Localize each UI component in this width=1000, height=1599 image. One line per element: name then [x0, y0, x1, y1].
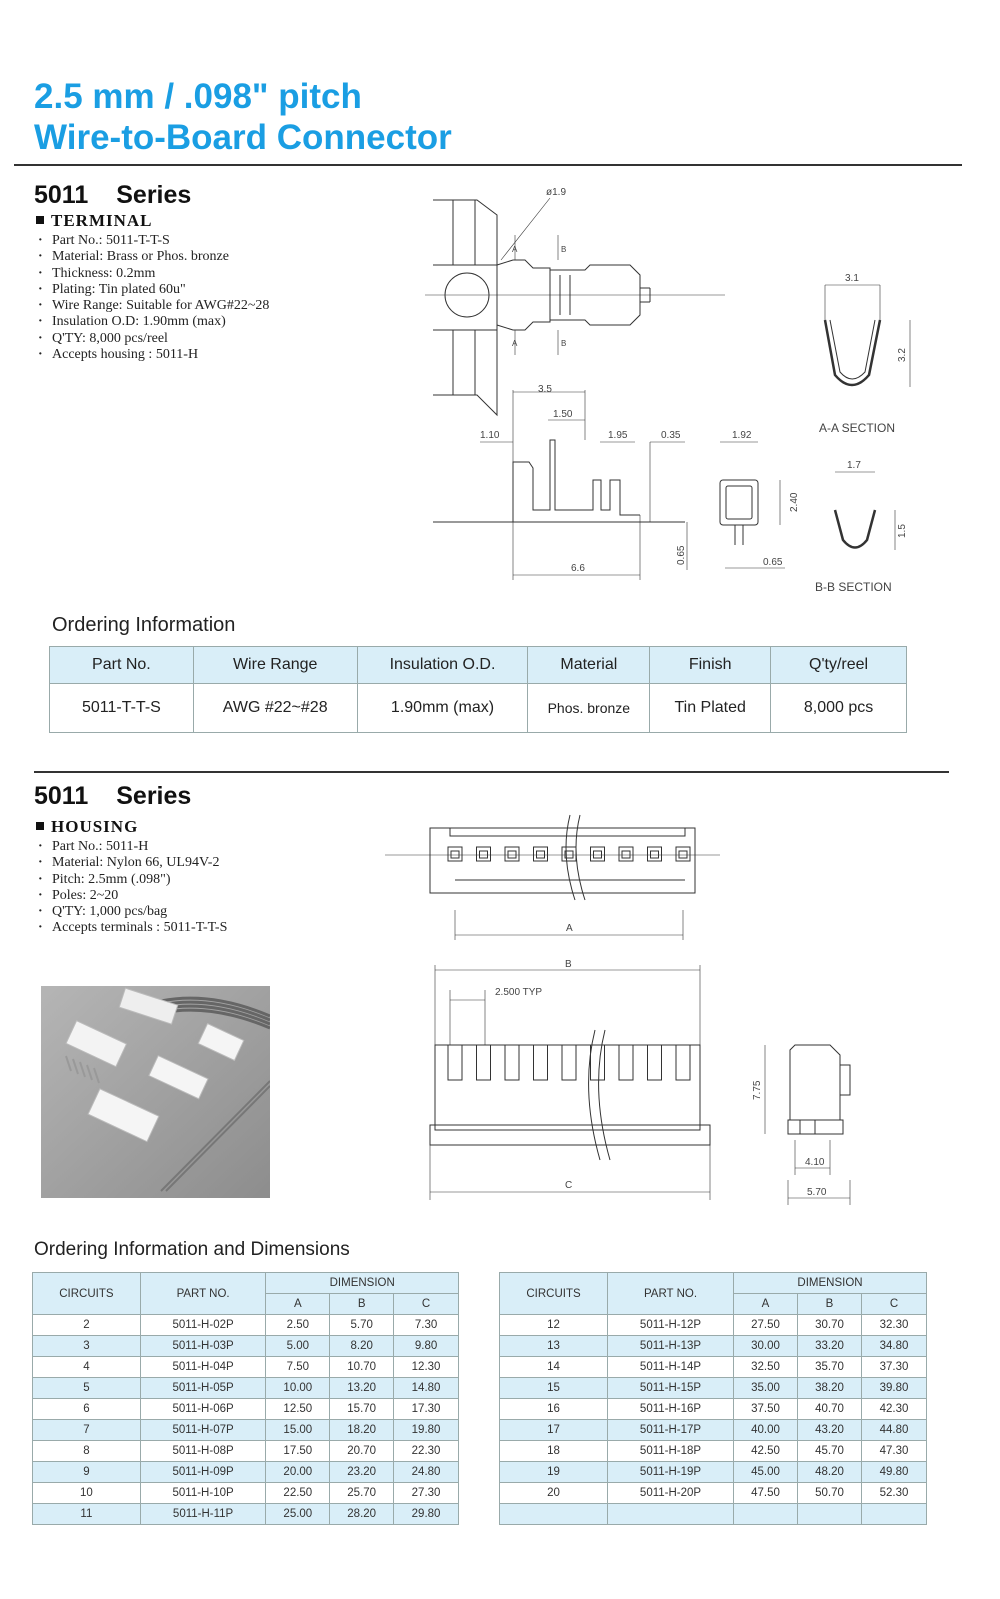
ordering-header-cell: Part No.: [50, 647, 194, 684]
ordering-header-cell: Q'ty/reel: [771, 647, 907, 684]
section-label-text: HOUSING: [51, 817, 139, 836]
dims-cell: 22.50: [266, 1483, 330, 1504]
dims-header-row: [33, 1273, 459, 1294]
dims-cell: 5011-H-11P: [140, 1504, 266, 1525]
dims-cell: 15.00: [266, 1420, 330, 1441]
dims-cell: 17.50: [266, 1441, 330, 1462]
dims-row: [33, 1462, 459, 1483]
dims-row: [500, 1483, 927, 1504]
bullet-square-icon: [36, 216, 44, 224]
dims-row: [500, 1462, 927, 1483]
dims-cell: 10.00: [266, 1378, 330, 1399]
dim-4-10: 4.10: [805, 1157, 825, 1168]
dims-cell: 10: [33, 1483, 141, 1504]
dims-cell: 5011-H-05P: [140, 1378, 266, 1399]
dims-cell: 7: [33, 1420, 141, 1441]
dims-row: [33, 1357, 459, 1378]
ordering-header-cell: Wire Range: [193, 647, 357, 684]
housing-cavity: [676, 847, 690, 861]
dims-cell: 47.30: [862, 1441, 927, 1462]
dim-6-6: 6.6: [571, 563, 585, 574]
dims-cell: 5011-H-02P: [140, 1315, 266, 1336]
dims-cell: 8: [33, 1441, 141, 1462]
dims-cell: 43.20: [798, 1420, 862, 1441]
housing-cavity: [591, 847, 605, 861]
housing-pin-slot: [562, 1045, 576, 1080]
dim-5-70: 5.70: [807, 1187, 827, 1198]
housing-cavity: [505, 847, 519, 861]
dims-header-row: [500, 1273, 927, 1294]
dim-label-c: C: [565, 1180, 573, 1191]
dims-cell: 25.00: [266, 1504, 330, 1525]
part-no-header: PART NO.: [608, 1273, 734, 1315]
dim-col-header: C: [394, 1294, 459, 1315]
dims-cell: 28.20: [330, 1504, 394, 1525]
housing-pin-slot: [505, 1045, 519, 1080]
dims-cell: 34.80: [862, 1336, 927, 1357]
dims-cell: 25.70: [330, 1483, 394, 1504]
housing-cavity: [534, 847, 548, 861]
ordering-cell: AWG #22~#28: [193, 684, 357, 733]
dims-cell: 23.20: [330, 1462, 394, 1483]
section-mark-b-bottom: B: [561, 339, 567, 348]
dims-cell: 20.00: [266, 1462, 330, 1483]
housing-cavity: [562, 847, 576, 861]
section-mark-a-bottom: A: [512, 339, 518, 348]
dims-title: Ordering Information and Dimensions: [34, 1239, 350, 1260]
circuits-header: CIRCUITS: [500, 1273, 608, 1315]
dims-cell: [608, 1504, 734, 1525]
dims-cell: 20: [500, 1483, 608, 1504]
dim-0-65-front: 0.65: [763, 557, 783, 568]
dim-hole-diameter: ø1.9: [546, 187, 567, 198]
housing-front-view: [435, 1045, 700, 1130]
spec-item: · Q'TY: 1,000 pcs/bag: [38, 904, 227, 920]
spec-item: · Q'TY: 8,000 pcs/reel: [38, 331, 269, 347]
dims-cell: 44.80: [862, 1420, 927, 1441]
dims-row: [33, 1504, 459, 1525]
bb-section-shape: [835, 510, 875, 548]
dim-1-95: 1.95: [608, 430, 628, 441]
bullet-square-icon: [36, 822, 44, 830]
dims-cell: 35.70: [798, 1357, 862, 1378]
series-number: 5011: [34, 181, 89, 209]
dims-row: [33, 1483, 459, 1504]
section-mark-a-top: A: [512, 245, 518, 254]
housing-pin-slot: [619, 1045, 633, 1080]
housing-pin-slot: [648, 1045, 662, 1080]
aa-section-label: A-A SECTION: [819, 421, 896, 435]
dim-7-75: 7.75: [752, 1080, 763, 1100]
dimension-header: DIMENSION: [266, 1273, 459, 1294]
dims-row: [500, 1336, 927, 1357]
dims-cell: 5.00: [266, 1336, 330, 1357]
spec-item: · Material: Nylon 66, UL94V-2: [38, 855, 227, 871]
dims-cell: [798, 1504, 862, 1525]
dims-cell: 24.80: [394, 1462, 459, 1483]
dims-cell: [500, 1504, 608, 1525]
dim-col-header: B: [798, 1294, 862, 1315]
dims-cell: [734, 1504, 798, 1525]
aa-section-shape: [825, 320, 880, 385]
dims-row: [33, 1378, 459, 1399]
dims-cell: 38.20: [798, 1378, 862, 1399]
dims-cell: 49.80: [862, 1462, 927, 1483]
spec-item: · Thickness: 0.2mm: [38, 266, 269, 282]
dim-col-header: B: [330, 1294, 394, 1315]
page-title-line2: Wire-to-Board Connector: [34, 118, 452, 157]
housing-cavity: [477, 847, 491, 861]
dim-label-b: B: [565, 959, 572, 970]
housing-section-label: [36, 817, 138, 837]
dims-cell: 5011-H-15P: [608, 1378, 734, 1399]
dims-cell: 5: [33, 1378, 141, 1399]
dim-0-35: 0.35: [661, 430, 681, 441]
terminal-side-profile: [513, 440, 640, 522]
dim-1-7: 1.7: [847, 460, 861, 471]
dims-cell: 5.70: [330, 1315, 394, 1336]
dims-cell: 7.50: [266, 1357, 330, 1378]
dim-0-65-side: 0.65: [676, 545, 687, 565]
section-mark-b-top: B: [561, 245, 567, 254]
dims-cell: 12.30: [394, 1357, 459, 1378]
dims-cell: 14.80: [394, 1378, 459, 1399]
dims-cell: 10.70: [330, 1357, 394, 1378]
dim-col-header: C: [862, 1294, 927, 1315]
dims-cell: 5011-H-18P: [608, 1441, 734, 1462]
spec-item: · Material: Brass or Phos. bronze: [38, 249, 269, 265]
dims-cell: 5011-H-07P: [140, 1420, 266, 1441]
dims-cell: 45.70: [798, 1441, 862, 1462]
bb-section-label: B-B SECTION: [815, 580, 892, 594]
dims-row: [33, 1336, 459, 1357]
terminal-reel-slots: [453, 200, 475, 395]
ordering-data-row: [50, 684, 907, 733]
series-number: 5011: [34, 782, 89, 810]
dim-2-40: 2.40: [789, 492, 800, 512]
ordering-header-cell: Material: [528, 647, 650, 684]
dim-3-5: 3.5: [538, 384, 552, 395]
dims-cell: 5011-H-06P: [140, 1399, 266, 1420]
dims-row: [500, 1378, 927, 1399]
part-no-header: PART NO.: [140, 1273, 266, 1315]
dims-cell: 18: [500, 1441, 608, 1462]
dim-label-a: A: [566, 923, 573, 934]
dims-cell: 14: [500, 1357, 608, 1378]
dims-cell: 39.80: [862, 1378, 927, 1399]
dims-cell: 22.30: [394, 1441, 459, 1462]
section-label-text: TERMINAL: [51, 211, 153, 230]
dims-cell: 32.50: [734, 1357, 798, 1378]
dims-cell: 40.00: [734, 1420, 798, 1441]
housing-pin-slot: [477, 1045, 491, 1080]
dims-cell: 4: [33, 1357, 141, 1378]
spec-item: · Accepts housing : 5011-H: [38, 347, 269, 363]
spec-item: · Plating: Tin plated 60u": [38, 282, 269, 298]
dims-cell: 29.80: [394, 1504, 459, 1525]
dims-cell: 11: [33, 1504, 141, 1525]
dims-cell: 50.70: [798, 1483, 862, 1504]
ordering-info-table: [49, 646, 907, 733]
housing-pin-slot: [676, 1045, 690, 1080]
dims-cell: 9: [33, 1462, 141, 1483]
dims-cell: 27.30: [394, 1483, 459, 1504]
ordering-cell: 5011-T-T-S: [50, 684, 194, 733]
dims-cell: 13: [500, 1336, 608, 1357]
terminal-spec-list: [38, 233, 269, 363]
dims-table-left: [32, 1272, 459, 1525]
housing-series-heading: [34, 782, 191, 811]
dims-cell: 37.50: [734, 1399, 798, 1420]
dims-row: [500, 1315, 927, 1336]
dims-cell: 12.50: [266, 1399, 330, 1420]
housing-cavity: [448, 847, 462, 861]
spec-item: · Pitch: 2.5mm (.098"): [38, 872, 227, 888]
spec-item: · Part No.: 5011-T-T-S: [38, 233, 269, 249]
dims-cell: 5011-H-14P: [608, 1357, 734, 1378]
dims-cell: 5011-H-16P: [608, 1399, 734, 1420]
housing-pin-slot: [591, 1045, 605, 1080]
dims-row: [500, 1504, 927, 1525]
dims-cell: 5011-H-12P: [608, 1315, 734, 1336]
dims-cell: 15: [500, 1378, 608, 1399]
dim-1-10: 1.10: [480, 430, 500, 441]
dims-cell: 2: [33, 1315, 141, 1336]
dims-cell: 47.50: [734, 1483, 798, 1504]
dims-cell: 12: [500, 1315, 608, 1336]
ordering-header-cell: Insulation O.D.: [357, 647, 528, 684]
dims-cell: 15.70: [330, 1399, 394, 1420]
spec-item: · Insulation O.D: 1.90mm (max): [38, 314, 269, 330]
dim-pitch-typ: 2.500 TYP: [495, 987, 543, 998]
housing-technical-drawing: [385, 800, 865, 1210]
dims-row: [500, 1420, 927, 1441]
dims-cell: 17.30: [394, 1399, 459, 1420]
terminal-section-label: [36, 211, 153, 231]
dims-cell: 42.50: [734, 1441, 798, 1462]
dims-cell: 27.50: [734, 1315, 798, 1336]
dims-row: [33, 1420, 459, 1441]
section-divider: [34, 771, 949, 773]
dim-col-header: A: [266, 1294, 330, 1315]
dims-cell: 5011-H-08P: [140, 1441, 266, 1462]
dims-cell: 5011-H-17P: [608, 1420, 734, 1441]
dims-cell: 18.20: [330, 1420, 394, 1441]
ordering-cell: Phos. bronze: [528, 684, 650, 733]
dims-cell: [862, 1504, 927, 1525]
series-word: Series: [116, 181, 192, 209]
housing-spec-list: [38, 839, 227, 937]
dims-cell: 35.00: [734, 1378, 798, 1399]
dims-row: [33, 1315, 459, 1336]
terminal-reel-outline: [433, 200, 497, 415]
ordering-cell: Tin Plated: [650, 684, 771, 733]
dims-cell: 20.70: [330, 1441, 394, 1462]
dims-cell: 5011-H-03P: [140, 1336, 266, 1357]
housing-cavity: [619, 847, 633, 861]
dims-cell: 37.30: [862, 1357, 927, 1378]
spec-item: · Poles: 2~20: [38, 888, 227, 904]
dims-cell: 19.80: [394, 1420, 459, 1441]
dims-cell: 7.30: [394, 1315, 459, 1336]
dims-row: [500, 1357, 927, 1378]
dims-cell: 3: [33, 1336, 141, 1357]
dims-cell: 40.70: [798, 1399, 862, 1420]
dims-cell: 8.20: [330, 1336, 394, 1357]
dim-1-92: 1.92: [732, 430, 752, 441]
ordering-header-row: [50, 647, 907, 684]
dim-col-header: A: [734, 1294, 798, 1315]
ordering-header-cell: Finish: [650, 647, 771, 684]
page-title-line1: 2.5 mm / .098" pitch: [34, 77, 362, 116]
title-divider: [14, 164, 962, 166]
dims-row: [500, 1399, 927, 1420]
dims-cell: 9.80: [394, 1336, 459, 1357]
spec-item: · Part No.: 5011-H: [38, 839, 227, 855]
dim-3-2: 3.2: [897, 348, 908, 362]
series-word: Series: [116, 782, 192, 810]
terminal-technical-drawing: [425, 180, 925, 605]
dims-cell: 32.30: [862, 1315, 927, 1336]
dims-cell: 42.30: [862, 1399, 927, 1420]
ordering-cell: 8,000 pcs: [771, 684, 907, 733]
dims-cell: 17: [500, 1420, 608, 1441]
dims-cell: 30.70: [798, 1315, 862, 1336]
dims-cell: 30.00: [734, 1336, 798, 1357]
dims-cell: 5011-H-19P: [608, 1462, 734, 1483]
dim-1-5: 1.5: [897, 524, 908, 538]
dims-cell: 2.50: [266, 1315, 330, 1336]
dims-cell: 48.20: [798, 1462, 862, 1483]
dims-cell: 13.20: [330, 1378, 394, 1399]
dims-cell: 5011-H-10P: [140, 1483, 266, 1504]
housing-pin-slot: [534, 1045, 548, 1080]
dimension-header: DIMENSION: [734, 1273, 927, 1294]
dims-cell: 6: [33, 1399, 141, 1420]
dim-1-50: 1.50: [553, 409, 573, 420]
dims-cell: 33.20: [798, 1336, 862, 1357]
housing-cavity: [648, 847, 662, 861]
spec-item: · Accepts terminals : 5011-T-T-S: [38, 920, 227, 936]
connector-product-photo: [41, 986, 270, 1198]
dims-row: [500, 1441, 927, 1462]
dims-row: [33, 1441, 459, 1462]
dims-cell: 45.00: [734, 1462, 798, 1483]
dim-3-1: 3.1: [845, 273, 859, 284]
circuits-header: CIRCUITS: [33, 1273, 141, 1315]
dims-cell: 52.30: [862, 1483, 927, 1504]
dims-cell: 5011-H-20P: [608, 1483, 734, 1504]
dims-row: [33, 1399, 459, 1420]
dims-cell: 19: [500, 1462, 608, 1483]
spec-item: · Wire Range: Suitable for AWG#22~28: [38, 298, 269, 314]
dims-cell: 16: [500, 1399, 608, 1420]
dims-cell: 5011-H-04P: [140, 1357, 266, 1378]
housing-side-view: [790, 1045, 840, 1120]
terminal-series-heading: [34, 181, 191, 210]
dims-table-right: [499, 1272, 927, 1525]
ordering-info-title: Ordering Information: [52, 614, 236, 636]
dims-cell: 5011-H-13P: [608, 1336, 734, 1357]
ordering-cell: 1.90mm (max): [357, 684, 528, 733]
housing-pin-slot: [448, 1045, 462, 1080]
dims-cell: 5011-H-09P: [140, 1462, 266, 1483]
